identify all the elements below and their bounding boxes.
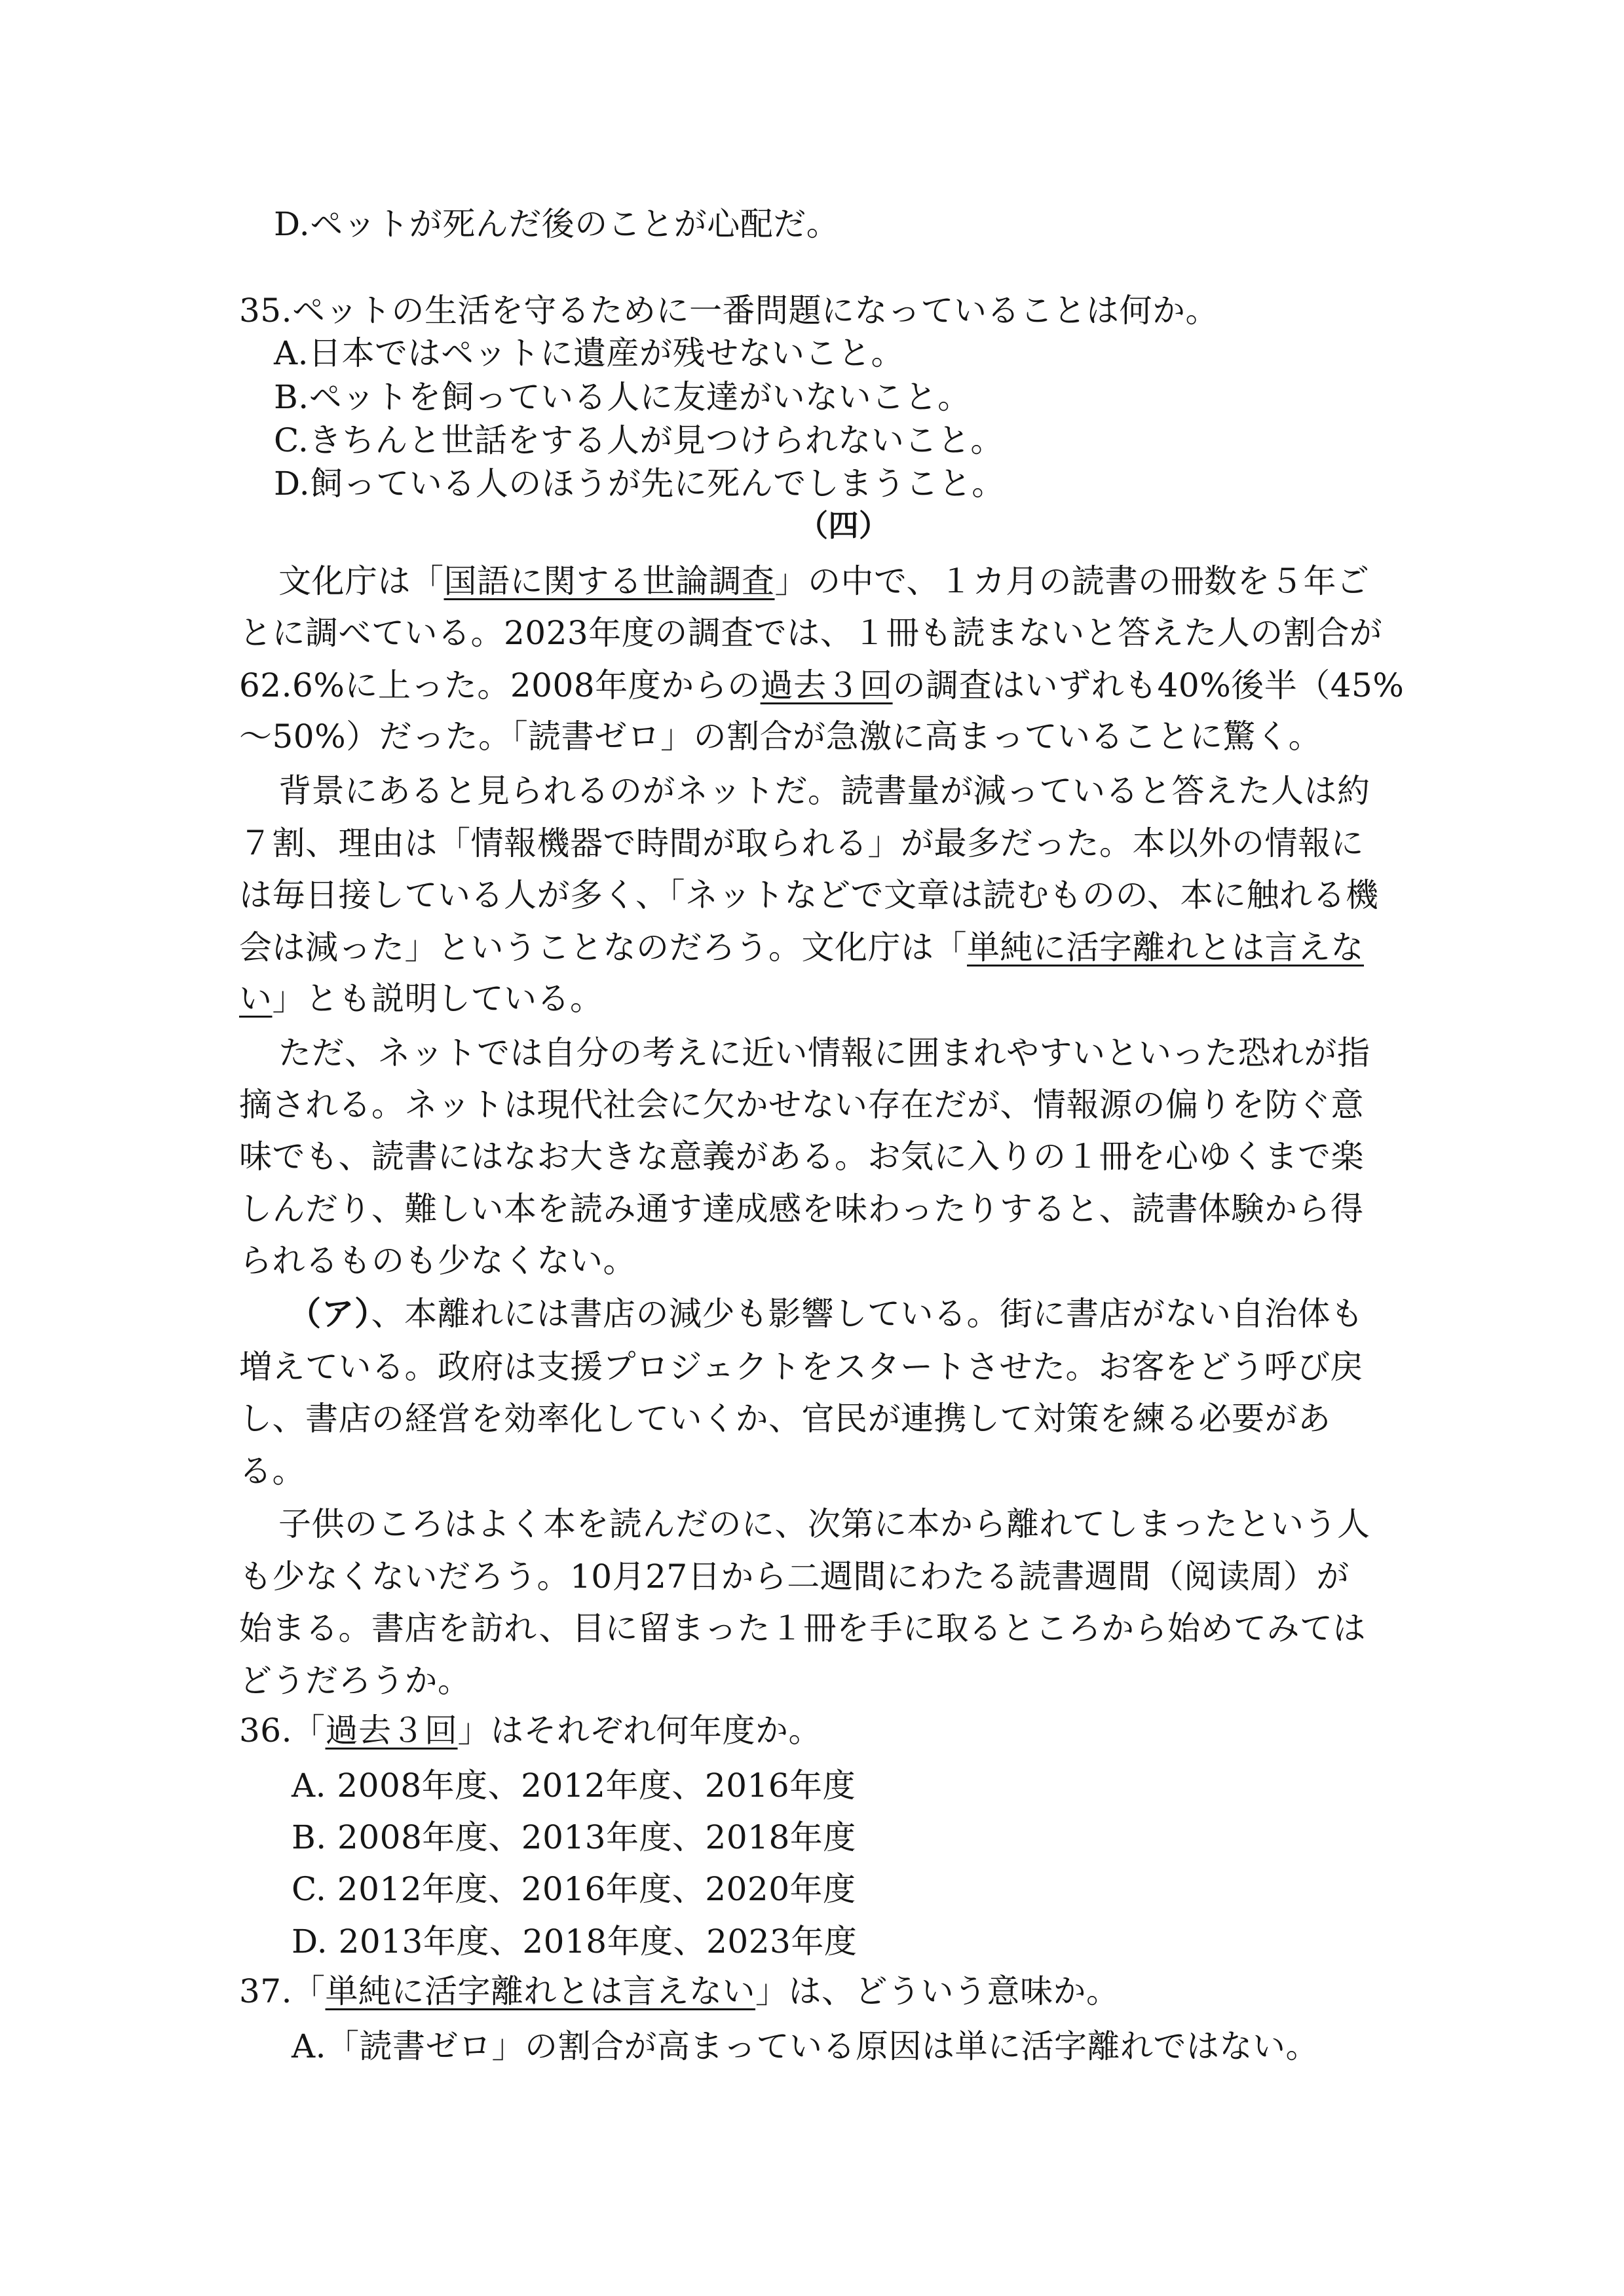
- p1-line-3: [239, 666, 1404, 705]
- q35-option-c: C.きちんと世話をする人が見つけられないこと。: [274, 421, 1004, 459]
- section-heading: （四）: [798, 508, 890, 543]
- p1-l3-a: 62.6%に上った。2008年度からの: [239, 666, 761, 704]
- p2-line-4: [239, 928, 1364, 967]
- q37-num: 37.「: [239, 1972, 326, 2010]
- q36-option-c: C. 2012年度、2016年度、2020年度: [292, 1870, 856, 1908]
- p1-line-4: ～50%）だった。「読書ゼロ」の割合が急激に高まっていることに驚く。: [239, 718, 1322, 756]
- q35-option-a: A.日本ではペットに遺産が残せないこと。: [274, 334, 905, 372]
- q37-stem: [239, 1972, 1120, 2011]
- p3-line-5: られるものも少なくない。: [239, 1242, 636, 1280]
- q37-option-a: A.「読書ゼロ」の割合が高まっている原因は単に活字離れではない。: [292, 2027, 1319, 2065]
- q36-option-a: A. 2008年度、2012年度、2016年度: [292, 1767, 856, 1805]
- q37-rest: 」は、どういう意味か。: [755, 1972, 1120, 2010]
- p3-line-4: しんだり、難しい本を読み通す達成感を味わったりすると、読書体験から得: [239, 1190, 1364, 1228]
- q34-option-d: D.ペットが死んだ後のことが心配だ。: [274, 205, 840, 243]
- p4-line-2: 増えている。政府は支援プロジェクトをスタートさせた。お客をどう呼び戻: [239, 1348, 1363, 1386]
- q35-option-d: D.飼っている人のほうが先に死んでしまうこと。: [274, 465, 1005, 503]
- p2-line-3: は毎日接している人が多く、「ネットなどで文章は読むものの、本に触れる機: [239, 876, 1379, 914]
- p1-l3-underlined: 過去３回: [760, 666, 893, 704]
- p2-line-5: [239, 979, 603, 1018]
- p1-line-1: [278, 562, 1370, 601]
- p5-line-3: 始まる。書店を訪れ、目に留まった１冊を手に取るところから始めてみては: [239, 1609, 1366, 1647]
- p4-l1-b: 、本離れには書店の減少も影響している。街に書店がない自治体も: [371, 1295, 1364, 1333]
- p5-line-1: 子供のころはよく本を読んだのに、次第に本から離れてしまったという人: [278, 1505, 1370, 1543]
- q36-rest: 」はそれぞれ何年度か。: [457, 1712, 822, 1750]
- p1-l1-b: 」の中で、１カ月の読書の冊数を５年ご: [774, 562, 1370, 600]
- p2-l5-underlined: い: [239, 980, 273, 1018]
- p2-line-1: 背景にあると見られるのがネットだ。読書量が減っていると答えた人は約: [278, 772, 1370, 810]
- p2-l5-b: 」とも説明している。: [272, 980, 603, 1018]
- p4-line-3: し、書店の経営を効率化していくか、官民が連携して対策を練る必要があ: [239, 1400, 1331, 1438]
- p3-line-3: 味でも、読書にはなお大きな意義がある。お気に入りの１冊を心ゆくまで楽: [239, 1138, 1364, 1176]
- q36-option-b: B. 2008年度、2013年度、2018年度: [292, 1818, 856, 1856]
- q36-stem: [239, 1711, 821, 1750]
- q36-underlined: 過去３回: [325, 1712, 458, 1750]
- q35-stem: 35.ペットの生活を守るために一番問題になっていることは何か。: [239, 292, 1219, 330]
- q36-num: 36.「: [239, 1712, 326, 1750]
- p3-line-1: ただ、ネットでは自分の考えに近い情報に囲まれやすいといった恐れが指: [278, 1034, 1370, 1072]
- p1-line-2: とに調べている。2023年度の調査では、１冊も読まないと答えた人の割合が: [239, 614, 1383, 652]
- p2-l4-a: 会は減った」ということなのだろう。文化庁は「: [239, 928, 967, 966]
- p2-l4-underlined: 単純に活字離れとは言えな: [967, 928, 1364, 966]
- p5-line-2: も少なくないだろう。10月27日から二週間にわたる読書週間（阅读周）が: [239, 1558, 1350, 1596]
- q36-option-d: D. 2013年度、2018年度、2023年度: [292, 1923, 858, 1961]
- p1-l1-underlined: 国語に関する世論調査: [444, 562, 775, 600]
- q35-option-b: B.ペットを飼っている人に友達がいないこと。: [274, 378, 971, 416]
- p3-line-2: 摘される。ネットは現代社会に欠かせない存在だが、情報源の偏りを防ぐ意: [239, 1086, 1364, 1124]
- q37-underlined: 単純に活字離れとは言えない: [325, 1972, 756, 2010]
- p4-line-4: る。: [239, 1452, 305, 1490]
- p1-l1-a: 文化庁は「: [278, 562, 444, 600]
- p1-l3-b: の調査はいずれも40%後半（45%: [892, 666, 1405, 704]
- p4-line-1: [288, 1294, 1364, 1333]
- blank-a: （ア）: [288, 1294, 371, 1333]
- p2-line-2: ７割、理由は「情報機器で時間が取られる」が最多だった。本以外の情報に: [239, 824, 1364, 862]
- p5-line-4: どうだろうか。: [239, 1662, 471, 1700]
